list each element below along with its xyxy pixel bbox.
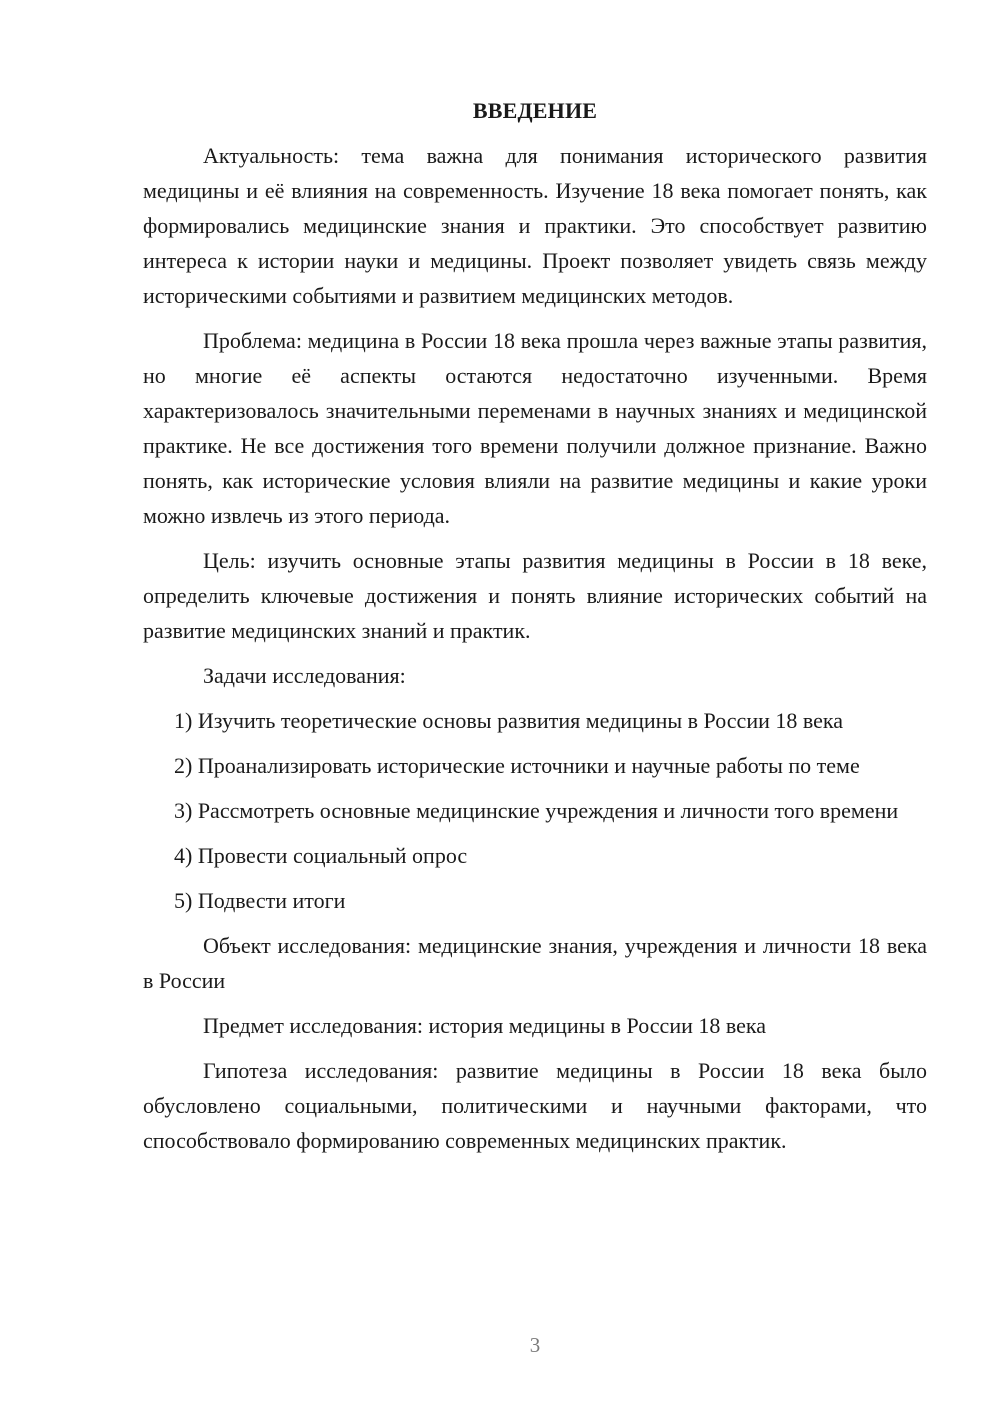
paragraph-goal: Цель: изучить основные этапы развития медицины в России в 18 веке, определить ключевые достижения и понять влияние исторических событий на развитие медицинских знаний и практик. <box>143 548 927 643</box>
task-item: 2) Проанализировать исторические источники и научные работы по теме <box>174 753 860 778</box>
task-item: 3) Рассмотреть основные медицинские учреждения и личности того времени <box>174 798 899 823</box>
page-title: ВВЕДЕНИЕ <box>472 98 598 123</box>
task-item: 1) Изучить теоретические основы развития медицины в России 18 века <box>174 708 844 733</box>
paragraph-object: Объект исследования: медицинские знания, учреждения и личности 18 века в России <box>143 933 927 993</box>
paragraph-relevance: Актуальность: тема важна для понимания исторического развития медицины и её влияния на современность. Изучение 18 века помогает понять, как формировались медицинские знания и практики. Это способствует развитию интереса к истории науки и медицины. Проект позволяет увидеть связь между историческими событиями и развитием медицинских методов. <box>143 143 927 308</box>
paragraph-hypothesis: Гипотеза исследования: развитие медицины в России 18 века было обусловлено социальными, политическими и научными факторами, что способствовало формированию современных медицинских практик. <box>143 1058 927 1153</box>
page-number: 3 <box>529 1333 541 1357</box>
page-content <box>143 93 927 1168</box>
paragraph-problem: Проблема: медицина в России 18 века прошла через важные этапы развития, но многие её аспекты остаются недостаточно изученными. Время характеризовалось значительными переменами в научных знаниях и медицинской практике. Не все достижения того времени получили должное признание. Важно понять, как исторические условия влияли на развитие медицины и какие уроки можно извлечь из этого периода. <box>143 328 927 528</box>
paragraph-subject: Предмет исследования: история медицины в России 18 века <box>203 1013 767 1038</box>
task-item: 5) Подвести итоги <box>174 888 346 913</box>
tasks-heading: Задачи исследования: <box>203 663 406 688</box>
task-item: 4) Провести социальный опрос <box>174 843 468 868</box>
